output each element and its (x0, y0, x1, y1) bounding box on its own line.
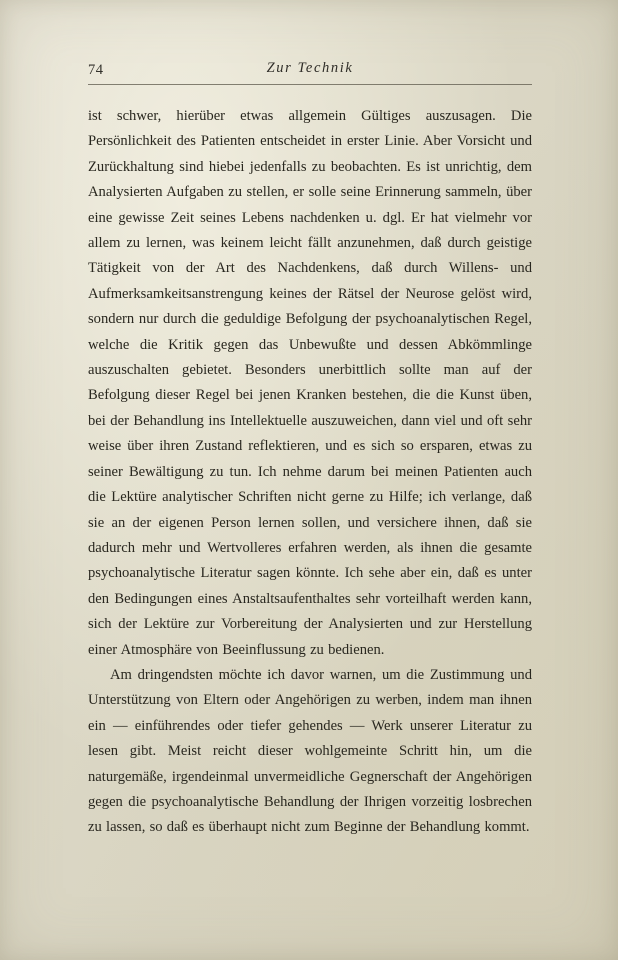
header-rule (88, 84, 532, 85)
page-content (88, 60, 532, 841)
paragraph-2: Am dringendsten möchte ich davor warnen, um die Zustimmung und Unterstützung von Eltern oder Angehörigen zu werben, indem man ihnen ein — einführendes oder tiefer gehendes — Werk unserer Literatur zu lesen gibt. Meist reicht dieser wohlgemeinte Schritt hin, um die naturgemäße, irgendeinmal unvermeidliche Gegnerschaft der Angehörigen gegen die psychoanalytische Behandlung der Ihrigen vorzeitig losbrechen zu lassen, so daß es überhaupt nicht zum Beginne der Behandlung kommt. (88, 666, 532, 836)
page-number: 74 (88, 62, 104, 78)
page-header (88, 60, 532, 86)
body-text (88, 104, 532, 841)
running-title: Zur Technik (266, 60, 354, 76)
paragraph-1: ist schwer, hierüber etwas allgemein Gültiges auszusagen. Die Persönlichkeit des Patienten entscheidet in erster Linie. Aber Vorsicht und Zurückhaltung sind hiebei jedenfalls zu beobachten. Es ist unrichtig, dem Analysierten Aufgaben zu stellen, er solle seine Erinnerung sammeln, über eine gewisse Zeit seines Lebens nachdenken u. dgl. Er hat vielmehr vor allem zu lernen, was keinem leicht fällt anzunehmen, daß durch geistige Tätigkeit von der Art des Nachdenkens, daß durch Willens- und Aufmerksamkeitsanstrengung keines der Rätsel der Neurose gelöst wird, sondern nur durch die geduldige Befolgung der psychoanalytischen Regel, welche die Kritik gegen das Unbewußte und dessen Abkömmlinge auszuschalten gebietet. Besonders unerbittlich sollte man auf der Befolgung dieser Regel bei jenen Kranken bestehen, die die Kunst üben, bei der Behandlung ins Intellektuelle auszuweichen, dann viel und oft sehr weise über ihren Zustand reflektieren, und es sich so ersparen, etwas zu seiner Bewältigung zu tun. Ich nehme darum bei meinen Patienten auch die Lektüre analytischer Schriften nicht gerne zu Hilfe; ich verlange, daß sie an der eigenen Person lernen sollen, und versichere ihnen, daß sie dadurch mehr und Wertvolleres erfahren werden, als ihnen die gesamte psychoanalytische Literatur sagen könnte. Ich sehe aber ein, daß es unter den Bedingungen eines Anstaltsaufenthaltes sehr vorteilhaft werden kann, sich der Lektüre zur Vorbereitung der Analysierten und zur Herstellung einer Atmosphäre von Beeinflussung zu bedienen. (88, 108, 532, 658)
